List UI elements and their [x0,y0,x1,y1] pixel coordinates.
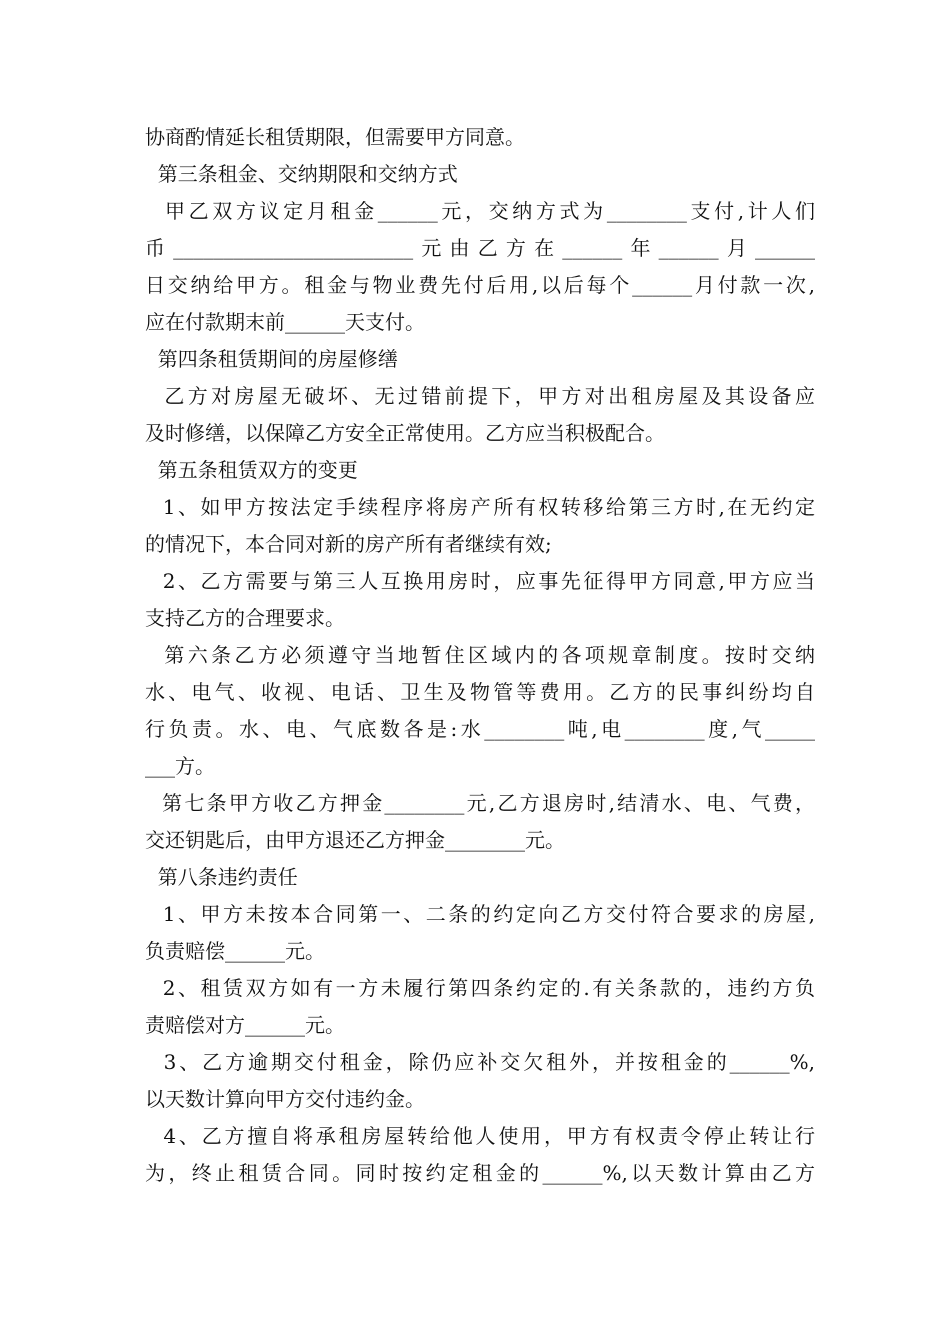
text-line: 交还钥匙后，由甲方退还乙方押金________元。 [145,828,565,852]
text-line: 币________________________元由乙方在______年______月______ [145,236,815,260]
text-line: 甲乙双方议定月租金______元，交纳方式为________支付,计人们 [145,199,815,223]
text-line: 负责赔偿______元。 [145,939,325,963]
text-line: 2、租赁双方如有一方未履行第四条约定的.有关条款的，违约方负 [145,976,815,1000]
text-line: 及时修缮，以保障乙方安全正常使用。乙方应当积极配合。 [145,421,665,445]
text-line: 3、乙方逾期交付租金，除仍应补交欠租外，并按租金的______%, [145,1050,815,1074]
text-line: 以天数计算向甲方交付违约金。 [145,1087,425,1111]
text-line: 行负责。水、电、气底数各是:水________吨,电________度,气_____ [145,717,815,741]
text-line: 第六条乙方必须遵守当地暂住区域内的各项规章制度。按时交纳 [145,643,815,667]
text-line: 的情况下，本合同对新的房产所有者继续有效; [145,532,552,556]
text-line: 协商酌情延长租赁期限，但需要甲方同意。 [145,125,525,149]
text-line: 水、电气、收视、电话、卫生及物管等费用。乙方的民事纠纷均自 [145,680,815,704]
text-line: 乙方对房屋无破坏、无过错前提下，甲方对出租房屋及其设备应 [145,384,815,408]
text-line: 日交纳给甲方。租金与物业费先付后用,以后每个______月付款一次, [145,273,815,297]
text-line: 应在付款期末前______天支付。 [145,310,425,334]
section-heading: 第八条违约责任 [145,865,298,889]
section-heading: 第四条租赁期间的房屋修缮 [145,347,398,371]
text-line: 支持乙方的合理要求。 [145,606,345,630]
text-line: 2、乙方需要与第三人互换用房时，应事先征得甲方同意,甲方应当 [145,569,815,593]
text-line: 第七条甲方收乙方押金________元,乙方退房时,结清水、电、气费， [145,791,815,815]
text-line: ___方。 [145,754,215,778]
text-line: 责赔偿对方______元。 [145,1013,345,1037]
text-line: 1、如甲方按法定手续程序将房产所有权转移给第三方时,在无约定 [145,495,815,519]
section-heading: 第三条租金、交纳期限和交纳方式 [145,162,458,186]
text-line: 1、甲方未按本合同第一、二条的约定向乙方交付符合要求的房屋, [145,902,815,926]
section-heading: 第五条租赁双方的变更 [145,458,358,482]
text-line: 为，终止租赁合同。同时按约定租金的______%,以天数计算由乙方 [145,1161,815,1185]
text-line: 4、乙方擅自将承租房屋转给他人使用，甲方有权责令停止转让行 [145,1124,815,1148]
